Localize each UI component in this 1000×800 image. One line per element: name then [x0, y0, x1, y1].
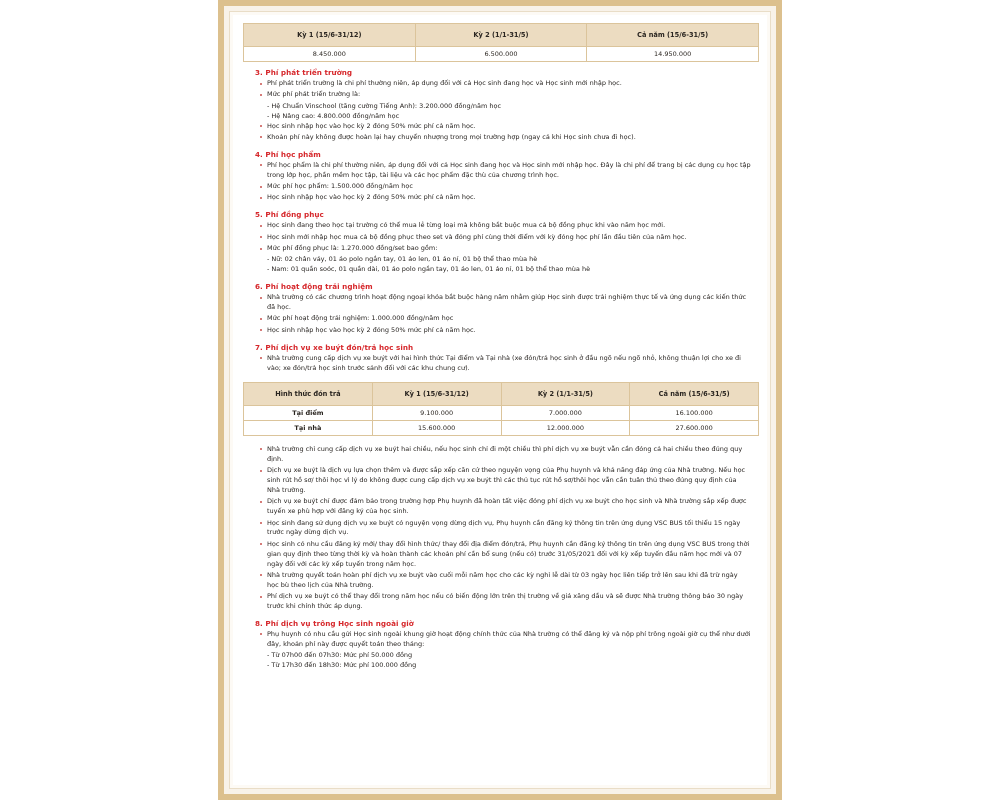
tuition-value-term2: 6.500.000 [415, 47, 587, 62]
bus-fee-table [243, 382, 759, 436]
section-5-bullets [243, 221, 757, 254]
tuition-value-year: 14.950.000 [587, 47, 759, 62]
bus-at-point-term2: 7.000.000 [501, 405, 630, 420]
bus-row-label-at-home: Tại nhà [244, 420, 373, 435]
frame-cream-band [224, 6, 776, 794]
section-heading-6: 6. Phí hoạt động trải nghiệm [255, 282, 373, 292]
list-item: Phí dịch vụ xe buýt có thể thay đổi trong năm học nếu có biến động lớn trên thị trường về giá xăng dầu và sẽ được Nhà trường thông báo 30 ngày trước khi chính thức áp dụng. [259, 592, 751, 612]
spacer [243, 375, 757, 380]
section-heading-4: 4. Phí học phẩm [255, 149, 321, 159]
list-item: Nhà trường có các chương trình hoạt động ngoại khóa bắt buộc hàng năm nhằm giúp Học sinh được trải nghiệm thực tế và ứng dụng các kiến thức đã học. [259, 293, 751, 313]
bus-at-point-term1: 9.100.000 [372, 405, 501, 420]
list-item: Học sinh nhập học vào học kỳ 2 đóng 50% mức phí cả năm học. [259, 193, 751, 203]
bus-at-home-term1: 15.600.000 [372, 420, 501, 435]
list-item: Phí học phẩm là chi phí thường niên, áp dụng đối với cả Học sinh đang học và Học sinh mới nhập học. Đây là chi phí để trang bị các dụng cụ học tập trong lớp học, phần mềm học tập, tài liệu và các học phẩm đặc thù của chương trình học. [259, 161, 751, 181]
bus-at-home-year: 27.600.000 [630, 420, 759, 435]
bus-header-term1: Kỳ 1 (15/6-31/12) [372, 382, 501, 405]
section-3-subline-1: - Hệ Chuẩn Vinschool (tăng cường Tiếng Anh): 3.200.000 đồng/năm học [267, 101, 502, 110]
list-item: Mức phí đồng phục là: 1.270.000 đồng/set bao gồm: [259, 244, 751, 254]
decorative-page-frame [218, 0, 782, 800]
list-item: Dịch vụ xe buýt là dịch vụ lựa chọn thêm và được sắp xếp căn cứ theo nguyện vọng của Phụ huynh và khả năng đáp ứng của Nhà trường. Nếu học sinh rút hồ sơ/ thôi học vì lý do không được cung cấp dịch vụ xe buýt thì các thủ tục rút hồ sơ/thôi học vẫn cần tuân thủ theo đúng quy định của Nhà trường. [259, 466, 751, 496]
bus-row-label-at-point: Tại điểm [244, 405, 373, 420]
list-item: Phí phát triển trường là chi phí thường niên, áp dụng đối với cả Học sinh đang học và Học sinh mới nhập học. [259, 79, 751, 89]
table-row [244, 420, 759, 435]
table-header-row [244, 382, 759, 405]
tuition-header-year: Cả năm (15/6-31/5) [587, 24, 759, 47]
table-header-row [244, 24, 759, 47]
section-heading-3: 3. Phí phát triển trường [255, 68, 353, 77]
section-heading-8: 8. Phí dịch vụ trông Học sinh ngoài giờ [255, 618, 414, 628]
section-8-subline-1: - Từ 07h00 đến 07h30: Mức phí 50.000 đồng [267, 651, 413, 660]
list-item: Học sinh mới nhập học mua cả bộ đồng phục theo set và đóng phí cùng thời điểm với kỳ đóng học phí lần đầu tiên của năm học. [259, 233, 751, 243]
section-8-bullets [243, 630, 757, 650]
section-heading-5: 5. Phí đồng phục [255, 210, 324, 220]
section-3-subline-2: - Hệ Nâng cao: 4.800.000 đồng/năm học [267, 111, 400, 120]
list-item: Học sinh có nhu cầu đăng ký mới/ thay đổi hình thức/ thay đổi địa điểm đón/trả, Phụ huynh cần đăng ký thông tin trên ứng dụng VSC BUS trong thời gian quy định theo từng thời kỳ và hoàn thành các khoản phí cần bổ sung (nếu có) trước 31/05/2021 đối với kỳ xếp tuyến đầu năm học mới và 07 ngày đối với các kỳ xếp tuyến trong năm học. [259, 540, 751, 570]
document-sheet [233, 15, 767, 785]
list-item: Học sinh nhập học vào học kỳ 2 đóng 50% mức phí cả năm học. [259, 122, 751, 132]
list-item: Nhà trường chỉ cung cấp dịch vụ xe buýt hai chiều, nếu học sinh chỉ đi một chiều thì phí dịch vụ xe buýt vẫn cần đóng cả hai chiều theo đúng quy định. [259, 445, 751, 465]
list-item: Nhà trường quyết toán hoàn phí dịch vụ xe buýt vào cuối mỗi năm học cho các kỳ nghỉ lễ dài từ 03 ngày học liên tiếp trở lên sau khi đã trừ ngày học bù theo lịch của Nhà trường. [259, 571, 751, 591]
list-item: Học sinh đang theo học tại trường có thể mua lẻ từng loại mà không bắt buộc mua cả bộ đồng phục khi vào năm học mới. [259, 221, 751, 231]
section-4-bullets [243, 161, 757, 204]
list-item: Mức phí học phẩm: 1.500.000 đồng/năm học [259, 182, 751, 192]
list-item: Mức phí hoạt động trải nghiệm: 1.000.000 đồng/năm học [259, 314, 751, 324]
table-row [244, 47, 759, 62]
section-8-subline-2: - Từ 17h30 đến 18h30: Mức phí 100.000 đồng [267, 661, 417, 669]
bus-notes-list [243, 445, 757, 612]
bus-header-type: Hình thức đón trả [244, 382, 373, 405]
section-heading-7: 7. Phí dịch vụ xe buýt đón/trả học sinh [255, 342, 414, 352]
bus-header-year: Cả năm (15/6-31/5) [630, 382, 759, 405]
section-5-subline-1: - Nữ: 02 chân váy, 01 áo polo ngắn tay, 01 áo len, 01 áo nỉ, 01 bộ thể thao mùa hè [267, 255, 538, 264]
table-row [244, 405, 759, 420]
list-item: Phụ huynh có nhu cầu gửi Học sinh ngoài khung giờ hoạt động chính thức của Nhà trường có thể đăng ký và nộp phí trông ngoài giờ cụ thể như dưới đây, khoản phí này được quyết toán theo tháng: [259, 630, 751, 650]
tuition-header-term2: Kỳ 2 (1/1-31/5) [415, 24, 587, 47]
tuition-fee-table [243, 23, 759, 62]
list-item: Học sinh nhập học vào học kỳ 2 đóng 50% mức phí cả năm học. [259, 326, 751, 336]
tuition-value-term1: 8.450.000 [244, 47, 416, 62]
list-item: Mức phí phát triển trường là: [259, 90, 751, 100]
section-5-subline-2: - Nam: 01 quần soóc, 01 quần dài, 01 áo polo ngắn tay, 01 áo len, 01 áo nỉ, 01 bộ thể thao mùa hè [267, 265, 591, 274]
section-3-bullets [243, 79, 757, 100]
section-6-bullets [243, 293, 757, 336]
section-7-bullets [243, 354, 757, 374]
list-item: Nhà trường cung cấp dịch vụ xe buýt với hai hình thức Tại điểm và Tại nhà (xe đón/trả học sinh ở đầu ngõ nếu ngõ nhỏ, không thuận lợi cho xe đi vào; xe đón/trả học sinh trước sảnh đối với các khu chung cư). [259, 354, 751, 374]
list-item: Học sinh đang sử dụng dịch vụ xe buýt có nguyện vọng dừng dịch vụ, Phụ huynh cần đăng ký thông tin trên ứng dụng VSC BUS tối thiểu 15 ngày trước ngày dừng dịch vụ. [259, 519, 751, 539]
frame-inner-band [229, 11, 771, 789]
bus-header-term2: Kỳ 2 (1/1-31/5) [501, 382, 630, 405]
bus-at-point-year: 16.100.000 [630, 405, 759, 420]
list-item: Khoản phí này không được hoàn lại hay chuyển nhượng trong mọi trường hợp (ngay cả khi Học sinh chưa đi học). [259, 133, 751, 143]
tuition-header-term1: Kỳ 1 (15/6-31/12) [244, 24, 416, 47]
bus-at-home-term2: 12.000.000 [501, 420, 630, 435]
section-3-bullets-cont [243, 122, 757, 143]
list-item: Dịch vụ xe buýt chỉ được đảm bảo trong trường hợp Phụ huynh đã hoàn tất việc đóng phí dịch vụ xe buýt cho học sinh và Nhà trường sắp xếp được tuyến xe phù hợp với đăng ký của học sinh. [259, 497, 751, 517]
